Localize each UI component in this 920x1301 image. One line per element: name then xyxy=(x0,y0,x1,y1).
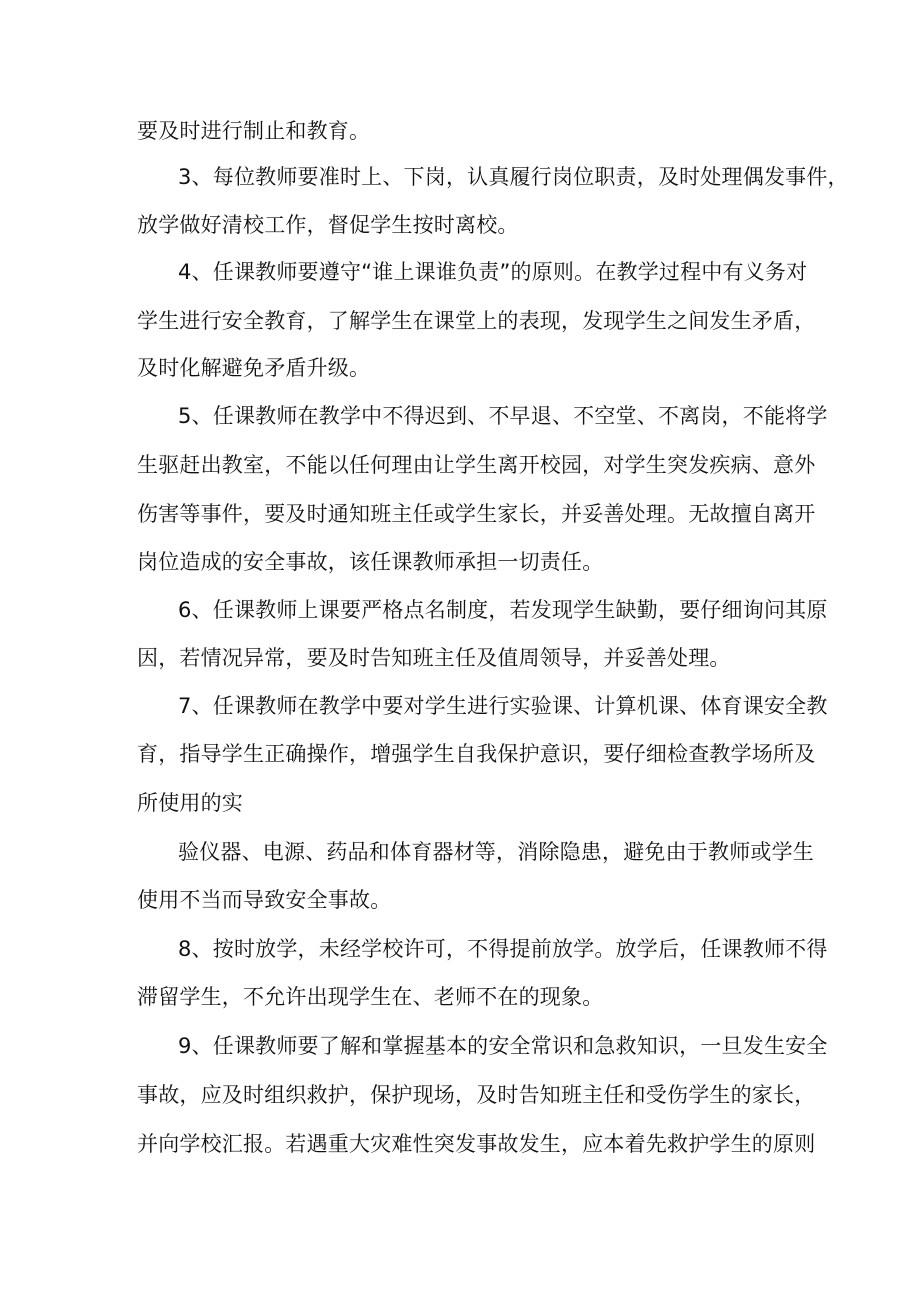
text-line: 生驱赶出教室，不能以任何理由让学生离开校园，对学生突发疾病、意外 xyxy=(137,453,816,477)
text-line: 滞留学生，不允许出现学生在、老师不在的现象。 xyxy=(137,985,604,1009)
text-line: 8、按时放学，未经学校许可，不得提前放学。放学后，任课教师不得 xyxy=(178,937,828,961)
text-line: 9、任课教师要了解和掌握基本的安全常识和急救知识，一旦发生安全 xyxy=(178,1034,828,1058)
text-line: 要及时进行制止和教育。 xyxy=(137,119,371,143)
text-line: 4、任课教师要遵守“谁上课谁负责”的原则。在教学过程中有义务对 xyxy=(178,260,808,284)
text-line: 放学做好清校工作，督促学生按时离校。 xyxy=(137,213,519,237)
text-line: 岗位造成的安全事故，该任课教师承担一切责任。 xyxy=(137,550,604,574)
text-line: 育，指导学生正确操作，增强学生自我保护意识，要仔细检查教学场所及 xyxy=(137,742,816,766)
text-line: 并向学校汇报。若遇重大灾难性突发事故发生，应本着先救护学生的原则 xyxy=(137,1132,816,1156)
text-line: 因，若情况异常，要及时告知班主任及值周领导，并妥善处理。 xyxy=(137,646,731,670)
text-line: 3、每位教师要准时上、下岗，认真履行岗位职责，及时处理偶发事件， xyxy=(178,165,849,189)
text-line: 验仪器、电源、药品和体育器材等，消除隐患，避免由于教师或学生 xyxy=(178,840,814,864)
text-line: 事故，应及时组织救护，保护现场，及时告知班主任和受伤学生的家长， xyxy=(137,1083,816,1107)
text-line: 学生进行安全教育，了解学生在课堂上的表现，发现学生之间发生矛盾， xyxy=(137,309,816,333)
text-line: 7、任课教师在教学中要对学生进行实验课、计算机课、体育课安全教 xyxy=(178,694,828,718)
text-line: 伤害等事件，要及时通知班主任或学生家长，并妥善处理。无故擅自离开 xyxy=(137,502,816,526)
text-line: 6、任课教师上课要严格点名制度，若发现学生缺勤，要仔细询问其原 xyxy=(178,598,828,622)
text-line: 5、任课教师在教学中不得迟到、不早退、不空堂、不离岗，不能将学 xyxy=(178,404,828,428)
text-line: 所使用的实 xyxy=(137,791,243,815)
text-line: 及时化解避免矛盾升级。 xyxy=(137,356,371,380)
text-line: 使用不当而导致安全事故。 xyxy=(137,888,392,912)
